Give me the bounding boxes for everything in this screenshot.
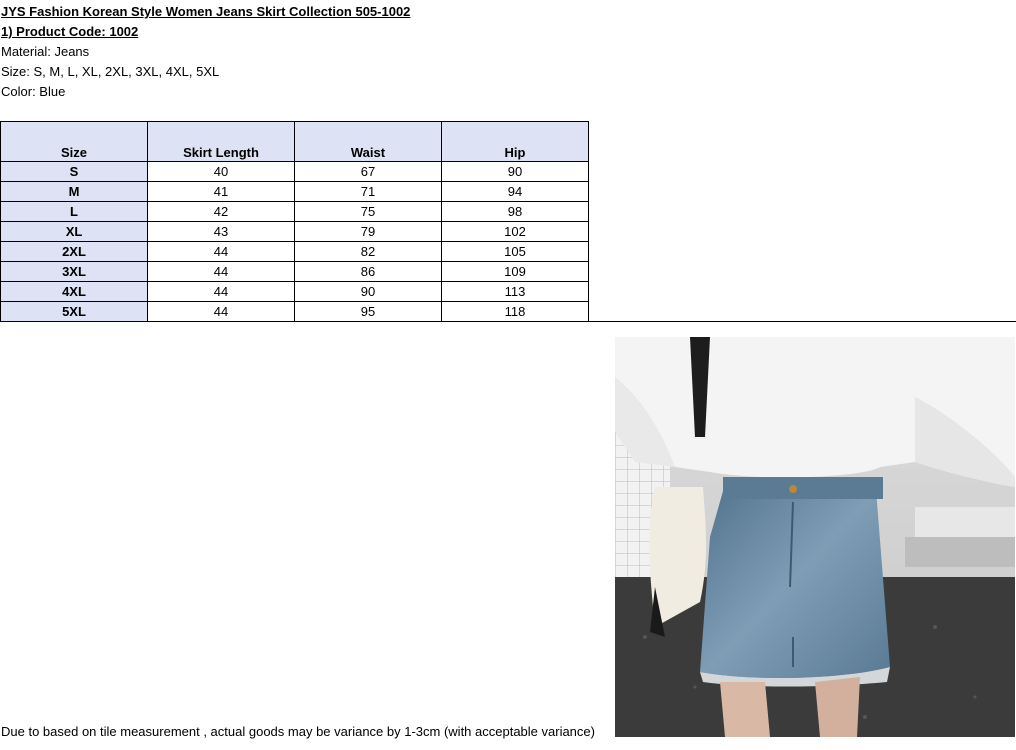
- cell-size: L: [1, 202, 148, 222]
- cell-hip: 98: [442, 202, 589, 222]
- table-row: [1, 262, 589, 282]
- table-row: [1, 202, 589, 222]
- leg-left: [720, 682, 770, 737]
- cell-skirt-length: 44: [148, 302, 295, 322]
- material-line: Material: Jeans: [1, 44, 90, 59]
- cell-skirt-length: 42: [148, 202, 295, 222]
- cell-waist: 90: [295, 282, 442, 302]
- table-row: [1, 222, 589, 242]
- cell-skirt-length: 44: [148, 282, 295, 302]
- cell-skirt-length: 40: [148, 162, 295, 182]
- table-row: [1, 242, 589, 262]
- cell-hip: 118: [442, 302, 589, 322]
- cell-skirt-length: 44: [148, 242, 295, 262]
- cell-waist: 95: [295, 302, 442, 322]
- cell-waist: 67: [295, 162, 442, 182]
- cell-size: XL: [1, 222, 148, 242]
- cell-size: 2XL: [1, 242, 148, 262]
- color-line: Color: Blue: [1, 84, 66, 99]
- header-waist: Waist: [295, 122, 442, 162]
- product-photo-illustration: [615, 337, 1015, 737]
- cell-size: M: [1, 182, 148, 202]
- table-row: [1, 162, 589, 182]
- cell-hip: 102: [442, 222, 589, 242]
- cell-waist: 86: [295, 262, 442, 282]
- skirt-button: [789, 485, 797, 493]
- cell-hip: 90: [442, 162, 589, 182]
- cell-skirt-length: 43: [148, 222, 295, 242]
- disclaimer-text: Due to based on tile measurement , actual goods may be variance by 1-3cm (with acceptable variance): [1, 724, 595, 739]
- table-row: [1, 282, 589, 302]
- table-row: [1, 302, 589, 322]
- size-line: Size: S, M, L, XL, 2XL, 3XL, 4XL, 5XL: [1, 64, 220, 79]
- cell-size: 3XL: [1, 262, 148, 282]
- cell-skirt-length: 41: [148, 182, 295, 202]
- cell-size: 5XL: [1, 302, 148, 322]
- cell-waist: 75: [295, 202, 442, 222]
- header-size: Size: [1, 122, 148, 162]
- table-header-row: [1, 122, 589, 162]
- cell-waist: 79: [295, 222, 442, 242]
- cell-size: S: [1, 162, 148, 182]
- product-code: 1) Product Code: 1002: [1, 24, 139, 39]
- table-row: [1, 182, 589, 202]
- page-title: JYS Fashion Korean Style Women Jeans Skirt Collection 505-1002: [1, 4, 411, 19]
- leg-right: [815, 677, 860, 737]
- cell-hip: 94: [442, 182, 589, 202]
- product-photo: [615, 337, 1015, 737]
- cell-hip: 113: [442, 282, 589, 302]
- cell-skirt-length: 44: [148, 262, 295, 282]
- denim-skirt: [700, 477, 890, 678]
- cell-waist: 82: [295, 242, 442, 262]
- cell-hip: 105: [442, 242, 589, 262]
- cell-waist: 71: [295, 182, 442, 202]
- header-skirt-length: Skirt Length: [148, 122, 295, 162]
- size-chart-table: [0, 121, 589, 322]
- divider: [0, 321, 1016, 322]
- cell-size: 4XL: [1, 282, 148, 302]
- cell-hip: 109: [442, 262, 589, 282]
- header-hip: Hip: [442, 122, 589, 162]
